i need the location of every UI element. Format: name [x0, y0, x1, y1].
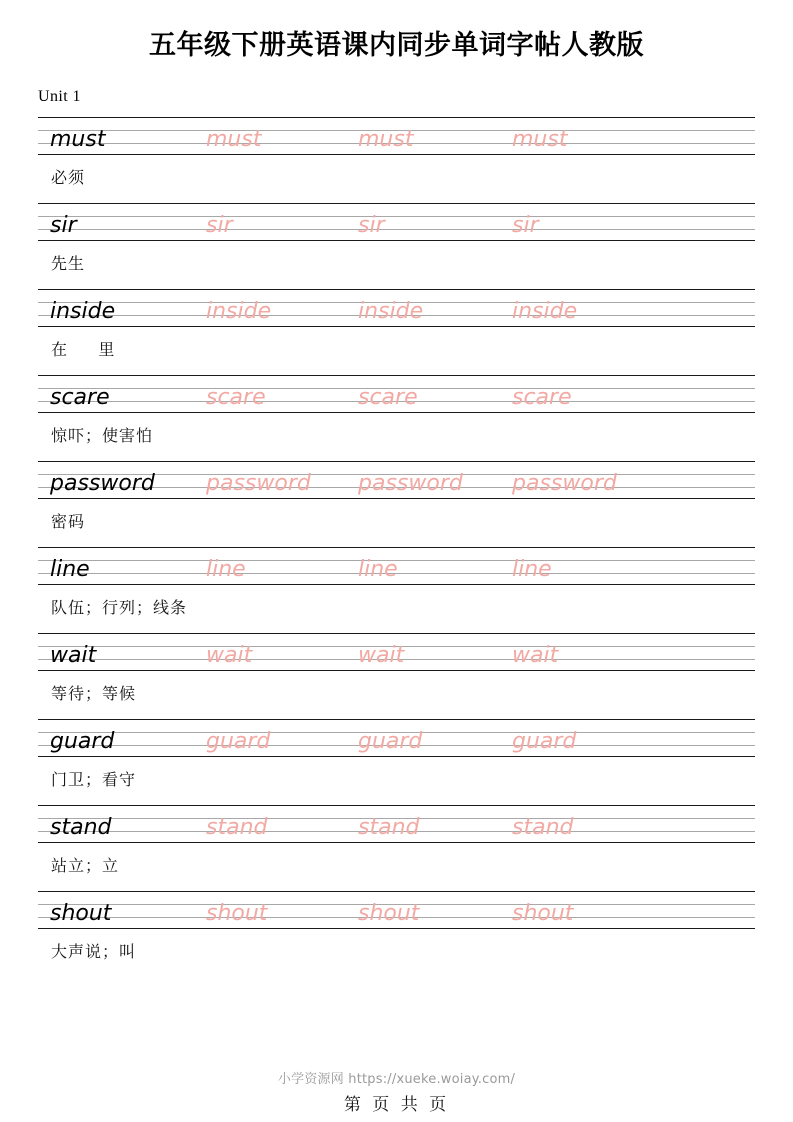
four-line-ruling [38, 805, 755, 843]
word-block [38, 805, 755, 891]
word-tracing-copy[interactable]: password [512, 471, 617, 496]
word-block [38, 547, 755, 633]
word-sample: password [50, 471, 155, 496]
four-line-ruling [38, 719, 755, 757]
word-block [38, 375, 755, 461]
word-tracing-copy[interactable]: line [206, 557, 246, 582]
word-tracing-copy[interactable]: sir [206, 213, 233, 238]
word-sample: shout [50, 901, 112, 926]
word-meaning: 站立；立 [51, 856, 120, 875]
watermark-text: 小学资源网 https://xueke.woiay.com/ [277, 1072, 516, 1087]
word-meaning: 队伍；行列；线条 [51, 598, 188, 617]
four-line-ruling [38, 461, 755, 499]
four-line-ruling [38, 633, 755, 671]
word-meaning: 必须 [51, 168, 86, 187]
word-meaning: 密码 [51, 512, 86, 531]
word-sample: scare [50, 385, 110, 410]
four-line-ruling [38, 375, 755, 413]
four-line-ruling [38, 547, 755, 585]
word-tracing-copy[interactable]: guard [358, 729, 423, 754]
word-block [38, 891, 755, 977]
unit-label: Unit 1 [38, 88, 81, 105]
word-sample: inside [50, 299, 116, 324]
word-tracing-copy[interactable]: inside [512, 299, 578, 324]
word-tracing-copy[interactable]: sir [358, 213, 385, 238]
word-meaning: 等待；等候 [51, 684, 137, 703]
word-meaning: 惊吓；使害怕 [51, 426, 154, 445]
word-tracing-copy[interactable]: sir [512, 213, 539, 238]
word-block [38, 117, 755, 203]
word-sample: sir [50, 213, 77, 238]
word-tracing-copy[interactable]: wait [512, 643, 559, 668]
meaning-row [38, 327, 755, 375]
word-tracing-row [38, 376, 755, 412]
meaning-row [38, 671, 755, 719]
four-line-ruling [38, 891, 755, 929]
word-tracing-row [38, 290, 755, 326]
word-tracing-row [38, 118, 755, 154]
four-line-ruling [38, 117, 755, 155]
page-number-footer: 第 页 共 页 [343, 1095, 450, 1115]
word-tracing-row [38, 548, 755, 584]
word-tracing-copy[interactable]: must [206, 127, 262, 152]
word-tracing-row [38, 892, 755, 928]
meaning-row [38, 155, 755, 203]
word-tracing-row [38, 634, 755, 670]
word-tracing-copy[interactable]: stand [206, 815, 268, 840]
word-sample: line [50, 557, 90, 582]
word-tracing-copy[interactable]: must [512, 127, 568, 152]
word-block [38, 633, 755, 719]
word-tracing-row [38, 720, 755, 756]
word-tracing-row [38, 462, 755, 498]
word-tracing-copy[interactable]: wait [358, 643, 405, 668]
meaning-row [38, 843, 755, 891]
word-tracing-copy[interactable]: scare [358, 385, 418, 410]
word-tracing-copy[interactable]: wait [206, 643, 253, 668]
word-meaning: 大声说；叫 [51, 942, 137, 961]
word-meaning: 先生 [51, 254, 86, 273]
word-tracing-copy[interactable]: line [358, 557, 398, 582]
meaning-row [38, 413, 755, 461]
word-meaning: 在 里 [51, 340, 116, 359]
meaning-row [38, 929, 755, 977]
meaning-row [38, 499, 755, 547]
word-tracing-copy[interactable]: shout [358, 901, 420, 926]
word-tracing-copy[interactable]: password [206, 471, 311, 496]
word-meaning: 门卫；看守 [51, 770, 137, 789]
word-sample: stand [50, 815, 112, 840]
word-tracing-copy[interactable]: scare [512, 385, 572, 410]
word-tracing-row [38, 204, 755, 240]
word-sample: wait [50, 643, 97, 668]
word-tracing-copy[interactable]: shout [206, 901, 268, 926]
word-block [38, 719, 755, 805]
word-sample: guard [50, 729, 115, 754]
four-line-ruling [38, 289, 755, 327]
word-tracing-copy[interactable]: scare [206, 385, 266, 410]
word-block [38, 461, 755, 547]
word-tracing-copy[interactable]: password [358, 471, 463, 496]
word-tracing-copy[interactable]: line [512, 557, 552, 582]
page-title: 五年级下册英语课内同步单词字帖人教版 [149, 30, 644, 61]
word-tracing-row [38, 806, 755, 842]
word-tracing-copy[interactable]: guard [512, 729, 577, 754]
word-tracing-copy[interactable]: stand [358, 815, 420, 840]
word-tracing-copy[interactable]: inside [358, 299, 424, 324]
word-sample: must [50, 127, 106, 152]
word-tracing-copy[interactable]: guard [206, 729, 271, 754]
word-tracing-copy[interactable]: inside [206, 299, 272, 324]
four-line-ruling [38, 203, 755, 241]
word-block [38, 203, 755, 289]
word-tracing-copy[interactable]: stand [512, 815, 574, 840]
meaning-row [38, 585, 755, 633]
meaning-row [38, 241, 755, 289]
word-block [38, 289, 755, 375]
word-tracing-copy[interactable]: must [358, 127, 414, 152]
meaning-row [38, 757, 755, 805]
word-practice-sheet [38, 117, 755, 977]
word-tracing-copy[interactable]: shout [512, 901, 574, 926]
